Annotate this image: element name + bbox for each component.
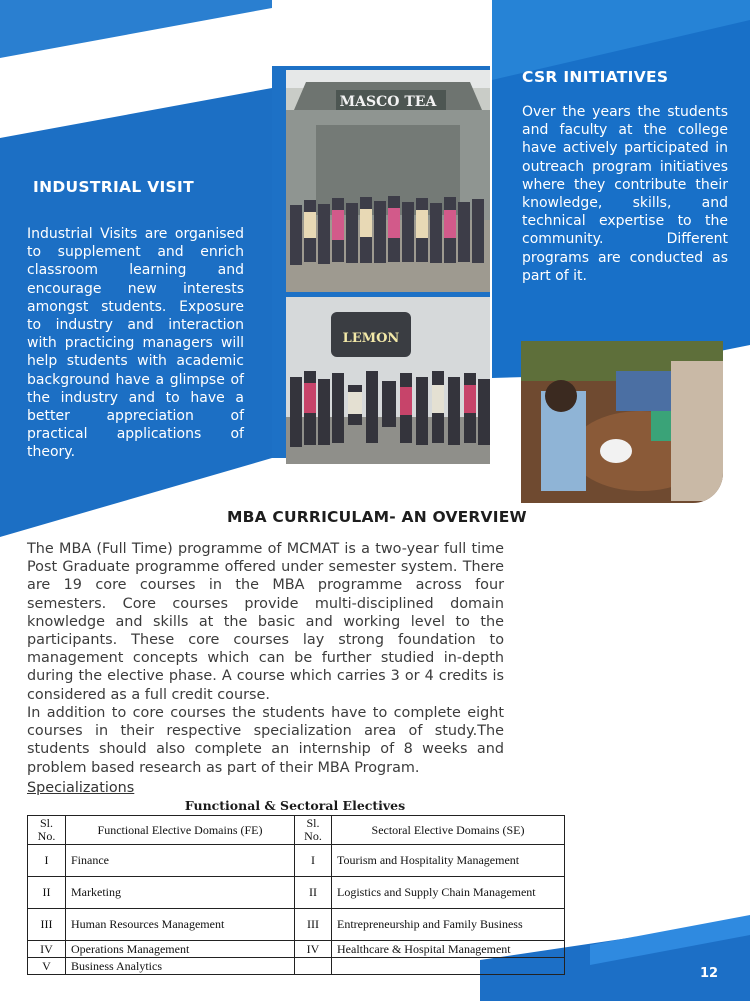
se-domain: [332, 958, 565, 975]
photo2-sign: LEMON: [342, 331, 400, 346]
table-row: [28, 958, 565, 975]
se-number: II: [295, 877, 332, 909]
fe-number: I: [28, 845, 66, 877]
industrial-visit-photo-1: [286, 70, 490, 292]
curriculum-paragraph-2: In addition to core courses the students have to complete eight courses in their respective specialization area of study.The students should also complete an internship of 8 weeks and problem based research as part of their MBA Program.: [27, 705, 504, 776]
header-sectoral-domains: Sectoral Elective Domains (SE): [332, 816, 565, 845]
electives-table-title: Functional & Sectoral Electives: [184, 798, 406, 813]
header-functional-domains: Functional Elective Domains (FE): [66, 816, 295, 845]
table-row: [28, 941, 565, 958]
csr-heading: CSR INITIATIVES: [522, 68, 669, 86]
fe-domain: Human Resources Management: [66, 909, 295, 941]
se-domain: Tourism and Hospitality Management: [332, 845, 565, 877]
industrial-visit-photo-2: [286, 297, 490, 464]
se-domain: Logistics and Supply Chain Management: [332, 877, 565, 909]
fe-number: III: [28, 909, 66, 941]
se-number: III: [295, 909, 332, 941]
fe-number: V: [28, 958, 66, 975]
se-domain: Entrepreneurship and Family Business: [332, 909, 565, 941]
fe-domain: Finance: [66, 845, 295, 877]
se-number: IV: [295, 941, 332, 958]
header-sl-no-fe: Sl. No.: [28, 816, 66, 845]
specializations-heading: Specializations: [27, 780, 135, 796]
photo1-sign: MASCO TEA: [339, 94, 437, 110]
table-row: [28, 877, 565, 909]
curriculum-title: MBA CURRICULAM- AN OVERVIEW: [227, 508, 527, 526]
electives-table: [27, 815, 565, 975]
fe-domain: Operations Management: [66, 941, 295, 958]
fe-domain: Business Analytics: [66, 958, 295, 975]
csr-text: Over the years the students and faculty at the college have actively participated in outreach program initiatives where they contribute their knowledge, skills, and technical expertise to the community. Different programs are conducted as part of it.: [522, 104, 728, 284]
table-row: [28, 909, 565, 941]
se-domain: Healthcare & Hospital Management: [332, 941, 565, 958]
se-number: [295, 958, 332, 975]
se-number: I: [295, 845, 332, 877]
curriculum-paragraph-1: The MBA (Full Time) programme of MCMAT is a two-year full time Post Graduate programme offered under semester system. There are 19 core courses in the MBA programme across four semesters. Core courses provide multi-disciplined domain knowledge and skills at the basic and working level to the participants. These core courses lay strong foundation to management concepts which can be further studied in-depth during the elective phase. A course which carries 3 or 4 credits is considered as a full credit course.: [27, 541, 504, 703]
fe-number: IV: [28, 941, 66, 958]
fe-domain: Marketing: [66, 877, 295, 909]
table-row: [28, 845, 565, 877]
industrial-visit-text: Industrial Visits are organised to supplement and enrich classroom learning and encourage new interests amongst students. Exposure to industry and interaction with practicing managers will help students with academic background have a glimpse of the industry and to have a better appreciation of practical applications of theory.: [27, 226, 244, 461]
industrial-visit-heading: INDUSTRIAL VISIT: [33, 178, 194, 196]
fe-number: II: [28, 877, 66, 909]
csr-photo: [521, 341, 723, 503]
header-sl-no-se: Sl. No.: [295, 816, 332, 845]
page-number: 12: [700, 966, 719, 981]
table-header-row: [28, 816, 565, 845]
